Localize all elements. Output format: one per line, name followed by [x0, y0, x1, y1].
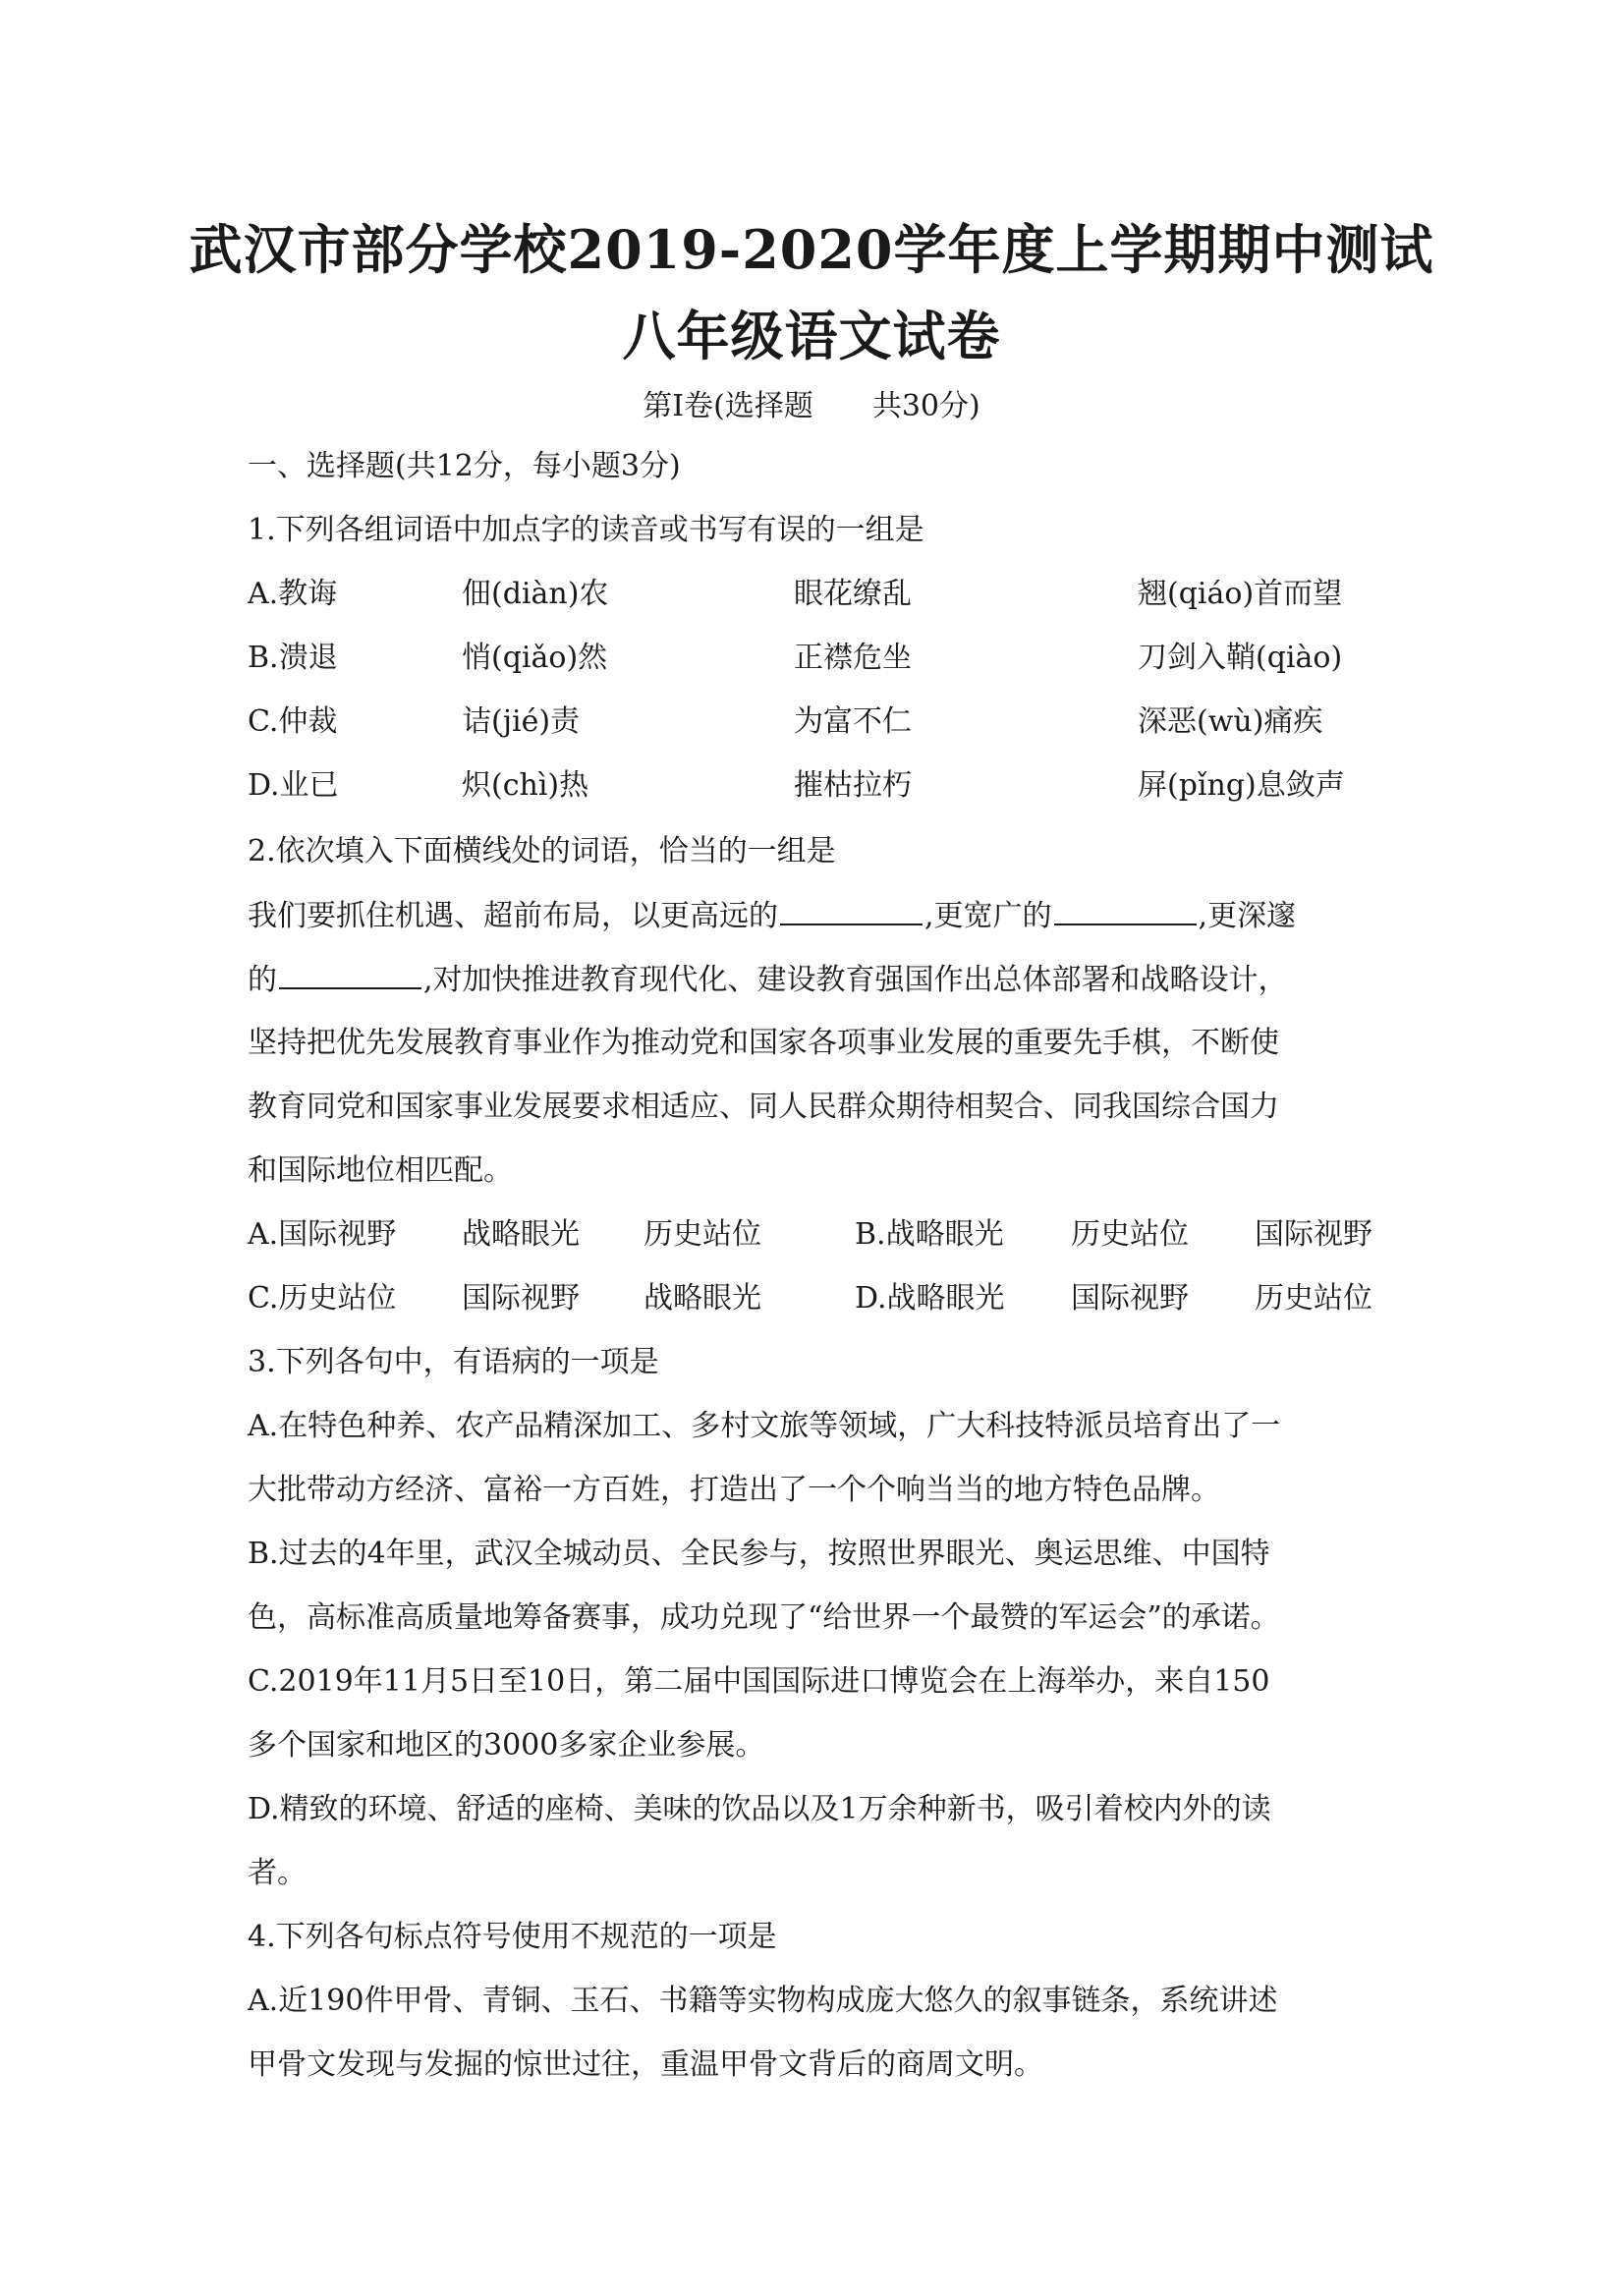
q2-option-d-word2: 国际视野: [1071, 1281, 1189, 1316]
volume-score: 共30分): [871, 389, 980, 423]
volume-heading: [0, 381, 1623, 424]
q2-option-b-word3: 国际视野: [1255, 1217, 1372, 1252]
q1-option-a-word1: A.教诲: [248, 577, 338, 611]
q2-passage-line2: [248, 960, 1387, 1000]
q2-passage-text: 我们要抓住机遇、超前布局，以更高远的: [248, 899, 778, 933]
question-1-stem: 1.下列各组词语中加点字的读音或书写有误的一组是: [248, 513, 924, 547]
q2-option-c-word2: 国际视野: [462, 1281, 580, 1316]
question-2-stem: 2.依次填入下面横线处的词语，恰当的一组是: [248, 834, 836, 868]
q2-passage-line1: [248, 896, 1387, 936]
q2-option-d: D.战略眼光: [855, 1281, 1005, 1316]
q2-option-a-word2: 战略眼光: [462, 1217, 580, 1252]
q1-option-b-word2: 悄(qiǎo)然: [462, 641, 608, 675]
q2-option-b: B.战略眼光: [855, 1217, 1004, 1252]
exam-title: 武汉市部分学校2019-2020学年度上学期期中测试: [189, 218, 1434, 281]
q1-option-c-word1: C.仲裁: [248, 704, 338, 739]
q2-passage-text: ,更深邃: [1198, 899, 1297, 933]
q2-passage-text: ,更宽广的: [924, 899, 1052, 933]
volume-label: 第Ⅰ卷(选择题: [643, 389, 813, 423]
q4-option-a-line2: 甲骨文发现与发掘的惊世过往，重温甲骨文背后的商周文明。: [248, 2047, 1043, 2082]
q3-option-a-line2: 大批带动方经济、富裕一方百姓，打造出了一个个响当当的地方特色品牌。: [248, 1473, 1220, 1507]
q1-option-b-word3: 正襟危坐: [794, 641, 912, 675]
q2-passage-line3: 坚持把优先发展教育事业作为推动党和国家各项事业发展的重要先手棋，不断使: [248, 1026, 1279, 1060]
q1-option-b-word1: B.溃退: [248, 641, 338, 675]
q1-option-d-word1: D.业已: [248, 768, 339, 803]
q1-option-a-word3: 眼花缭乱: [794, 577, 912, 611]
q1-option-c-word4: 深恶(wù)痛疾: [1138, 704, 1323, 739]
q1-option-a-word4: 翘(qiáo)首而望: [1138, 577, 1343, 611]
q2-option-a-word3: 历史站位: [644, 1217, 761, 1252]
question-3-stem: 3.下列各句中，有语病的一项是: [248, 1345, 659, 1379]
q3-option-d-line2: 者。: [248, 1856, 307, 1890]
fill-blank-1: [780, 896, 923, 925]
q2-option-b-word2: 历史站位: [1071, 1217, 1189, 1252]
q2-passage-line5: 和国际地位相匹配。: [248, 1153, 513, 1188]
q1-option-c-word2: 诘(jié)责: [462, 704, 581, 739]
q1-option-c-word3: 为富不仁: [794, 704, 912, 739]
fill-blank-3: [279, 960, 421, 989]
q4-option-a-line1: A.近190件甲骨、青铜、玉石、书籍等实物构成庞大悠久的叙事链条，系统讲述: [248, 1984, 1278, 2018]
q3-option-c-line2: 多个国家和地区的3000多家企业参展。: [248, 1728, 765, 1763]
q2-passage-text: ,对加快推进教育现代化、建设教育强国作出总体部署和战略设计，: [423, 963, 1288, 997]
q3-option-b-line2: 色，高标准高质量地筹备赛事，成功兑现了“给世界一个最赞的军运会”的承诺。: [248, 1600, 1280, 1635]
q2-option-a: A.国际视野: [248, 1217, 397, 1252]
section-heading: 一、选择题(共12分，每小题3分): [248, 449, 681, 483]
q1-option-a-word2: 佃(diàn)农: [462, 577, 609, 611]
q2-passage-text: 的: [248, 963, 277, 997]
q1-option-d-word2: 炽(chì)热: [462, 768, 589, 803]
q3-option-c-line1: C.2019年11月5日至10日，第二届中国国际进口博览会在上海举办，来自150: [248, 1664, 1270, 1699]
q1-option-d-word3: 摧枯拉朽: [794, 768, 912, 803]
q2-option-c: C.历史站位: [248, 1281, 397, 1316]
exam-subtitle: 八年级语文试卷: [622, 305, 1001, 367]
q1-option-d-word4: 屏(pǐng)息敛声: [1138, 768, 1345, 803]
q3-option-d-line1: D.精致的环境、舒适的座椅、美味的饮品以及1万余种新书，吸引着校内外的读: [248, 1792, 1271, 1826]
question-4-stem: 4.下列各句标点符号使用不规范的一项是: [248, 1920, 777, 1954]
q3-option-b-line1: B.过去的4年里，武汉全城动员、全民参与，按照世界眼光、奥运思维、中国特: [248, 1537, 1270, 1571]
q1-option-b-word4: 刀剑入鞘(qiào): [1138, 641, 1343, 675]
fill-blank-2: [1054, 896, 1197, 925]
q2-option-c-word3: 战略眼光: [644, 1281, 761, 1316]
q2-passage-line4: 教育同党和国家事业发展要求相适应、同人民群众期待相契合、同我国综合国力: [248, 1090, 1279, 1124]
q2-option-d-word3: 历史站位: [1255, 1281, 1372, 1316]
q3-option-a-line1: A.在特色种养、农产品精深加工、多村文旅等领域，广大科技特派员培育出了一: [248, 1409, 1281, 1443]
